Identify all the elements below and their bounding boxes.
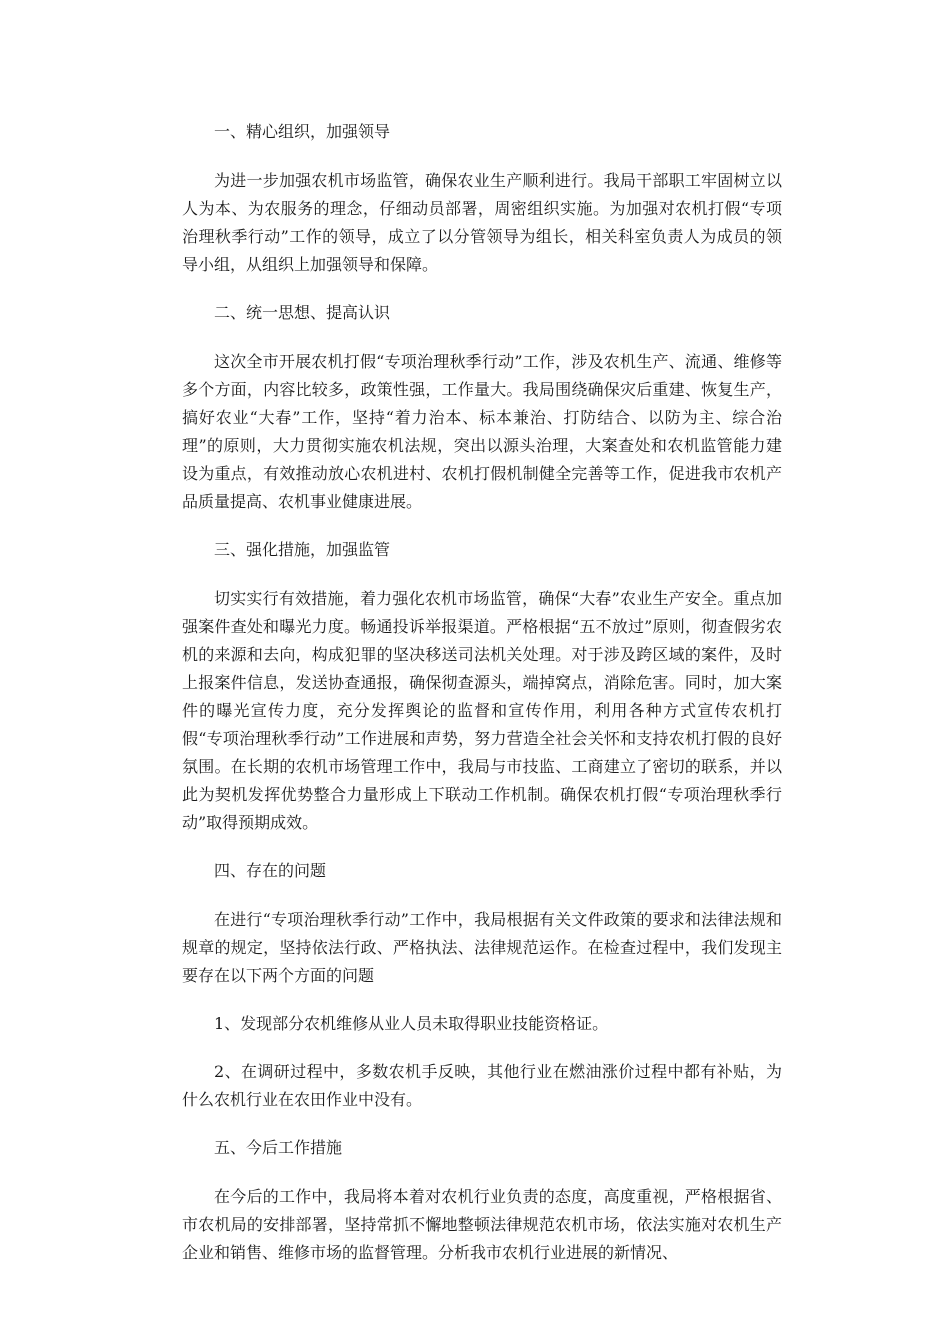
section-heading-1: 一、精心组织，加强领导 xyxy=(214,122,391,141)
section-2-paragraph: 这次全市开展农机打假“专项治理秋季行动”工作，涉及农机生产、流通、维修等多个方面，内容比较多，政策性强，工作量大。我局围绕确保灾后重建、恢复生产，搞好农业“大春”工作，坚持“着力治本、标本兼治、打防结合、以防为主、综合治理”的原则，大力贯彻实施农机法规，突出以源头治理，大案查处和农机监管能力建设为重点，有效推动放心农机进村、农机打假机制健全完善等工作，促进我市农机产品质量提高、农机事业健康进展。 xyxy=(182,352,782,511)
section-5-paragraph: 在今后的工作中，我局将本着对农机行业负责的态度，高度重视，严格根据省、市农机局的安排部署，坚持常抓不懈地整顿法律规范农机市场，依法实施对农机生产企业和销售、维修市场的监督管理。分析我市农机行业进展的新情况、 xyxy=(182,1187,782,1262)
section-1-paragraph: 为进一步加强农机市场监管，确保农业生产顺利进行。我局干部职工牢固树立以人为本、为农服务的理念，仔细动员部署，周密组织实施。为加强对农机打假“专项治理秋季行动”工作的领导，成立了以分管领导为组长，相关科室负责人为成员的领导小组，从组织上加强领导和保障。 xyxy=(182,171,782,274)
section-heading-4: 四、存在的问题 xyxy=(214,861,327,880)
section-heading-5: 五、今后工作措施 xyxy=(214,1138,343,1157)
section-3-paragraph: 切实实行有效措施，着力强化农机市场监管，确保“大春”农业生产安全。重点加强案件查处和曝光力度。畅通投诉举报渠道。严格根据“五不放过”原则，彻查假劣农机的来源和去向，构成犯罪的坚决移送司法机关处理。对于涉及跨区域的案件，及时上报案件信息，发送协查通报，确保彻查源头，端掉窝点，消除危害。同时，加大案件的曝光宣传力度，充分发挥舆论的监督和宣传作用，利用各种方式宣传农机打假“专项治理秋季行动”工作进展和声势，努力营造全社会关怀和支持农机打假的良好氛围。在长期的农机市场管理工作中，我局与市技监、工商建立了密切的联系，并以此为契机发挥优势整合力量形成上下联动工作机制。确保农机打假“专项治理秋季行动”取得预期成效。 xyxy=(182,589,782,832)
section-4-item-2: 2、在调研过程中，多数农机手反映，其他行业在燃油涨价过程中都有补贴，为什么农机行业在农田作业中没有。 xyxy=(182,1062,782,1109)
section-heading-2: 二、统一思想、提高认识 xyxy=(214,303,391,322)
document-page xyxy=(182,118,782,1287)
section-heading-3: 三、强化措施，加强监管 xyxy=(214,540,391,559)
section-4-item-1: 1、发现部分农机维修从业人员未取得职业技能资格证。 xyxy=(214,1014,609,1033)
section-4-paragraph: 在进行“专项治理秋季行动”工作中，我局根据有关文件政策的要求和法律法规和规章的规定，坚持依法行政、严格执法、法律规范运作。在检查过程中，我们发现主要存在以下两个方面的问题 xyxy=(182,910,782,985)
